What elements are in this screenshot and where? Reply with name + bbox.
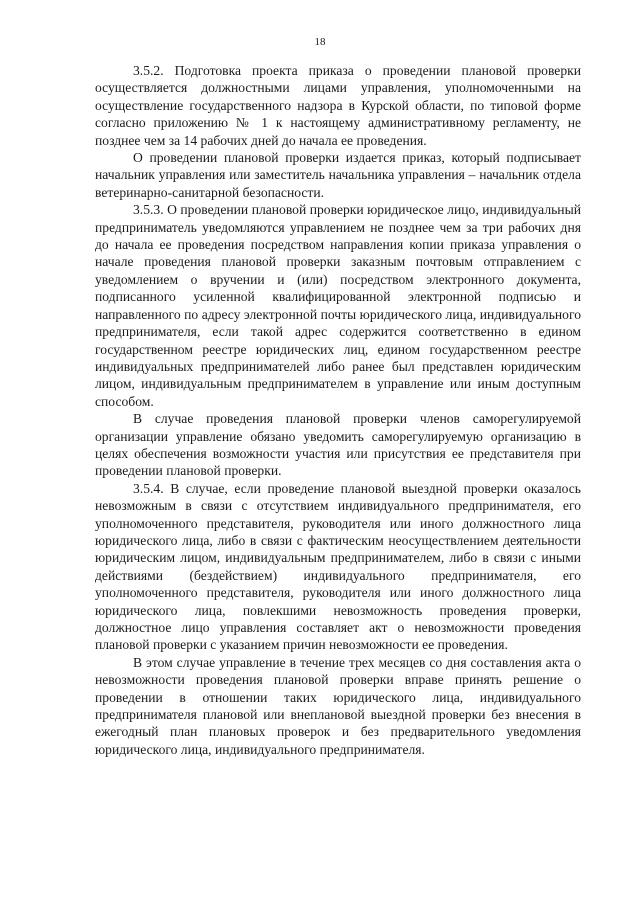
paragraph-3-5-4: 3.5.4. В случае, если проведение плановой выездной проверки оказалось невозможным в связи с отсутствием индивидуального предпринимателя, его уполномоченного представителя, руководителя или иного должностного лица юридического лица, либо в связи с фактическим неосуществлением деятельности юридическим лицом, индивидуальным предпринимателем, либо в связи с иными действиями (бездействием) индивидуального предпринимателя, его уполномоченного представителя, руководителя или иного должностного лица юридического лица, повлекшими невозможность проведения проверки, должностное лицо управления составляет акт о невозможности проведения плановой проверки с указанием причин невозможности ее проведения. xyxy=(95,480,581,653)
paragraph-3-5-2: 3.5.2. Подготовка проекта приказа о проведении плановой проверки осуществляется должностными лицами управления, уполномоченными на осуществление государственного надзора в Курской области, по типовой форме согласно приложению № 1 к настоящему административному регламенту, не позднее чем за 14 рабочих дней до начала ее проведения. xyxy=(95,63,581,148)
paragraph-repeat-inspection: В этом случае управление в течение трех месяцев со дня составления акта о невозможности проведения плановой проверки вправе принять решение о проведении в отношении таких юридического лица, индивидуального предпринимателя плановой или внеплановой выездной проверки без внесения в ежегодный план плановых проверок и без предварительного уведомления юридического лица, индивидуального предпринимателя. xyxy=(95,654,581,757)
paragraph-3-5-3: 3.5.3. О проведении плановой проверки юридическое лицо, индивидуальный предприниматель уведомляются управлением не позднее чем за три рабочих дня до начала ее проведения посредством направления копии приказа управления о начале проведения плановой проверки заказным почтовым отправлением с уведомлением о вручении и (или) посредством электронного документа, подписанного усиленной квалифицированной электронной подписью и направленного по адресу электронной почты юридического лица, индивидуального предпринимателя, если такой адрес содержится соответственно в едином государственном реестре юридических лиц, едином государственном реестре индивидуальных предпринимателей либо ранее был представлен юридическим лицом, индивидуальным предпринимателем в управление или иным доступным способом. xyxy=(95,202,581,409)
paragraph-order-signing: О проведении плановой проверки издается приказ, который подписывает начальник управления или заместитель начальника управления – начальник отдела ветеринарно-санитарной безопасности. xyxy=(95,150,581,200)
paragraph-sro-notification: В случае проведения плановой проверки членов саморегулируемой организации управление обязано уведомить саморегулируемую организацию в целях обеспечения возможности участия или присутствия ее представителя при проведении плановой проверки. xyxy=(95,411,581,479)
page-number: 18 xyxy=(314,36,326,48)
document-body xyxy=(95,62,581,758)
